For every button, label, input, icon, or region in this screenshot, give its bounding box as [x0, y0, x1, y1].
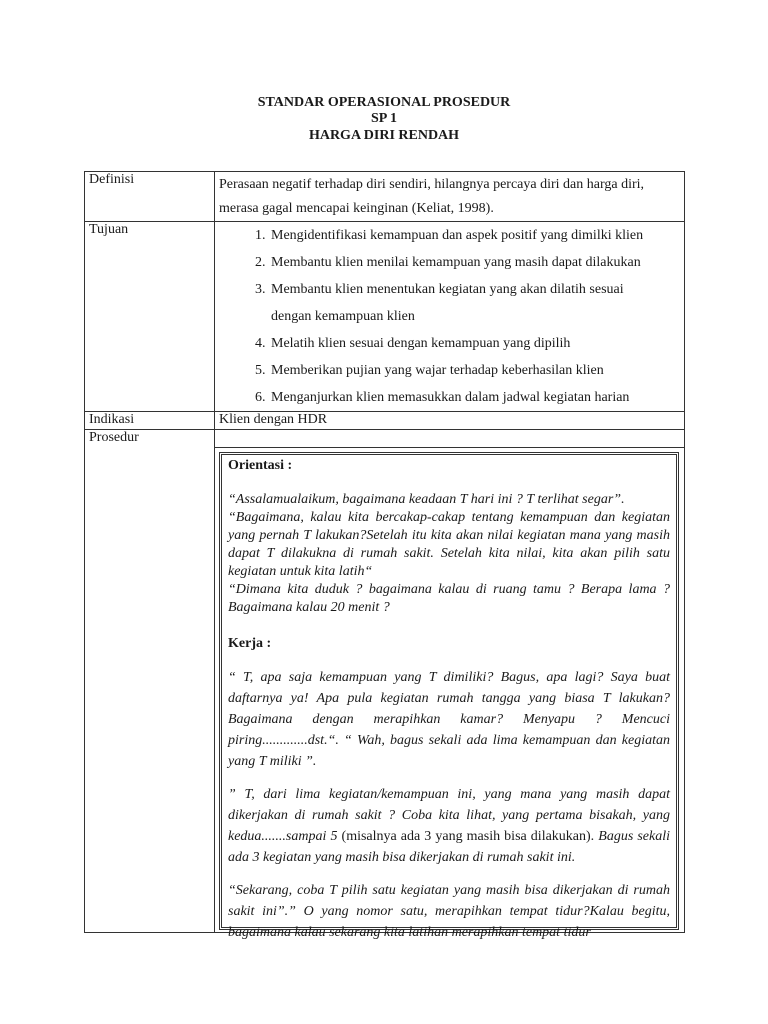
kerja-text-part: ” T, dari lima kegiatan/kemampuan ini, yang mana yang masih dapat dikerjakan di rumah sakit ? Coba kita lihat, yang pertama bisakah, yang kedua.......sampai 5	[228, 787, 670, 844]
tujuan-cell	[215, 222, 685, 412]
row-definisi	[85, 172, 685, 222]
tujuan-item	[269, 276, 680, 330]
row-indikasi	[85, 412, 685, 430]
label-prosedur-cont	[85, 448, 215, 933]
definisi-cell	[215, 172, 685, 222]
kerja-heading: Kerja :	[228, 636, 272, 651]
row-tujuan	[85, 222, 685, 412]
prosedur-cell	[215, 448, 685, 940]
kerja-text-mixed	[228, 784, 670, 868]
kerja-text-part: (misalnya ada 3 yang masih bisa dilakukan).	[337, 829, 599, 844]
page-subtitle-topic: HARGA DIRI RENDAH	[308, 128, 460, 143]
orientasi-heading: Orientasi :	[228, 458, 293, 473]
orientasi-text: “Assalamualaikum, bagaimana keadaan T hari ini ? T terlihat segar”.	[228, 492, 625, 507]
tujuan-item-line: dengan kemampuan klien	[271, 309, 415, 324]
label-prosedur: Prosedur	[85, 430, 215, 448]
label-definisi: Definisi	[85, 172, 215, 222]
tujuan-item: 4. Melatih klien sesuai dengan kemampuan yang dipilih	[269, 330, 680, 357]
label-tujuan: Tujuan	[85, 222, 215, 412]
row-prosedur-content	[85, 448, 685, 933]
label-indikasi: Indikasi	[85, 412, 215, 430]
kerja-text: “ T, apa saja kemampuan yang T dimiliki? Bagus, apa lagi? Saya buat daftarnya ya! Apa pula kegiatan rumah tangga yang biasa T lakukan? Bagaimana dengan merapihkan kamar? Menyapu ? Mencuci piring.............dst.“. “ Wah, bagus sekali ada lima kemampuan dan kegiatan yang T miliki ”.	[228, 670, 670, 769]
prosedur-spacer	[215, 430, 685, 448]
indikasi-text: Klien dengan HDR	[215, 412, 685, 430]
orientasi-text: “Bagaimana, kalau kita bercakap-cakap tentang kemampuan dan kegiatan yang pernah T lakukan?Setelah itu kita akan nilai kegiatan mana yang masih dapat T dilakukna di rumah sakit. Setelah kita nilai, kita akan pilih satu kegiatan untuk kita latih“	[228, 510, 670, 579]
definisi-text: Perasaan negatif terhadap diri sendiri, hilangnya percaya diri dan harga diri, merasa gagal mencapai keinginan (Keliat, 1998).	[219, 177, 645, 216]
sop-table	[84, 171, 685, 940]
row-prosedur	[85, 430, 685, 448]
tujuan-item: 5. Memberikan pujian yang wajar terhadap keberhasilan klien	[269, 357, 680, 384]
kerja-text: “Sekarang, coba T pilih satu kegiatan yang masih bisa dikerjakan di rumah sakit ini”.” O yang nomor satu, merapihkan tempat tidur?Kalau begitu, bagaimana kalau sekarang kita latihan merapihkan tempat tidur	[228, 883, 670, 940]
tujuan-item: 2. Membantu klien menilai kemampuan yang masih dapat dilakukan	[269, 249, 680, 276]
page-title: STANDAR OPERASIONAL PROSEDUR	[257, 95, 511, 110]
tujuan-list	[219, 222, 680, 411]
tujuan-item: 1. Mengidentifikasi kemampuan dan aspek positif yang dimilki klien	[269, 222, 680, 249]
page-subtitle-sp: SP 1	[370, 111, 398, 126]
tujuan-item-line: 3. Membantu klien menentukan kegiatan yang akan dilatih sesuai	[271, 282, 624, 297]
kerja-text-part: Bagus sekali ada 3 kegiatan yang masih bisa dikerjakan di rumah sakit ini.	[228, 829, 670, 865]
tujuan-item: 6. Menganjurkan klien memasukkan dalam jadwal kegiatan harian	[269, 384, 680, 411]
orientasi-text: “Dimana kita duduk ? bagaimana kalau di ruang tamu ? Berapa lama ? Bagaimana kalau 20 menit ?	[228, 582, 670, 615]
procedure-box	[219, 452, 679, 940]
